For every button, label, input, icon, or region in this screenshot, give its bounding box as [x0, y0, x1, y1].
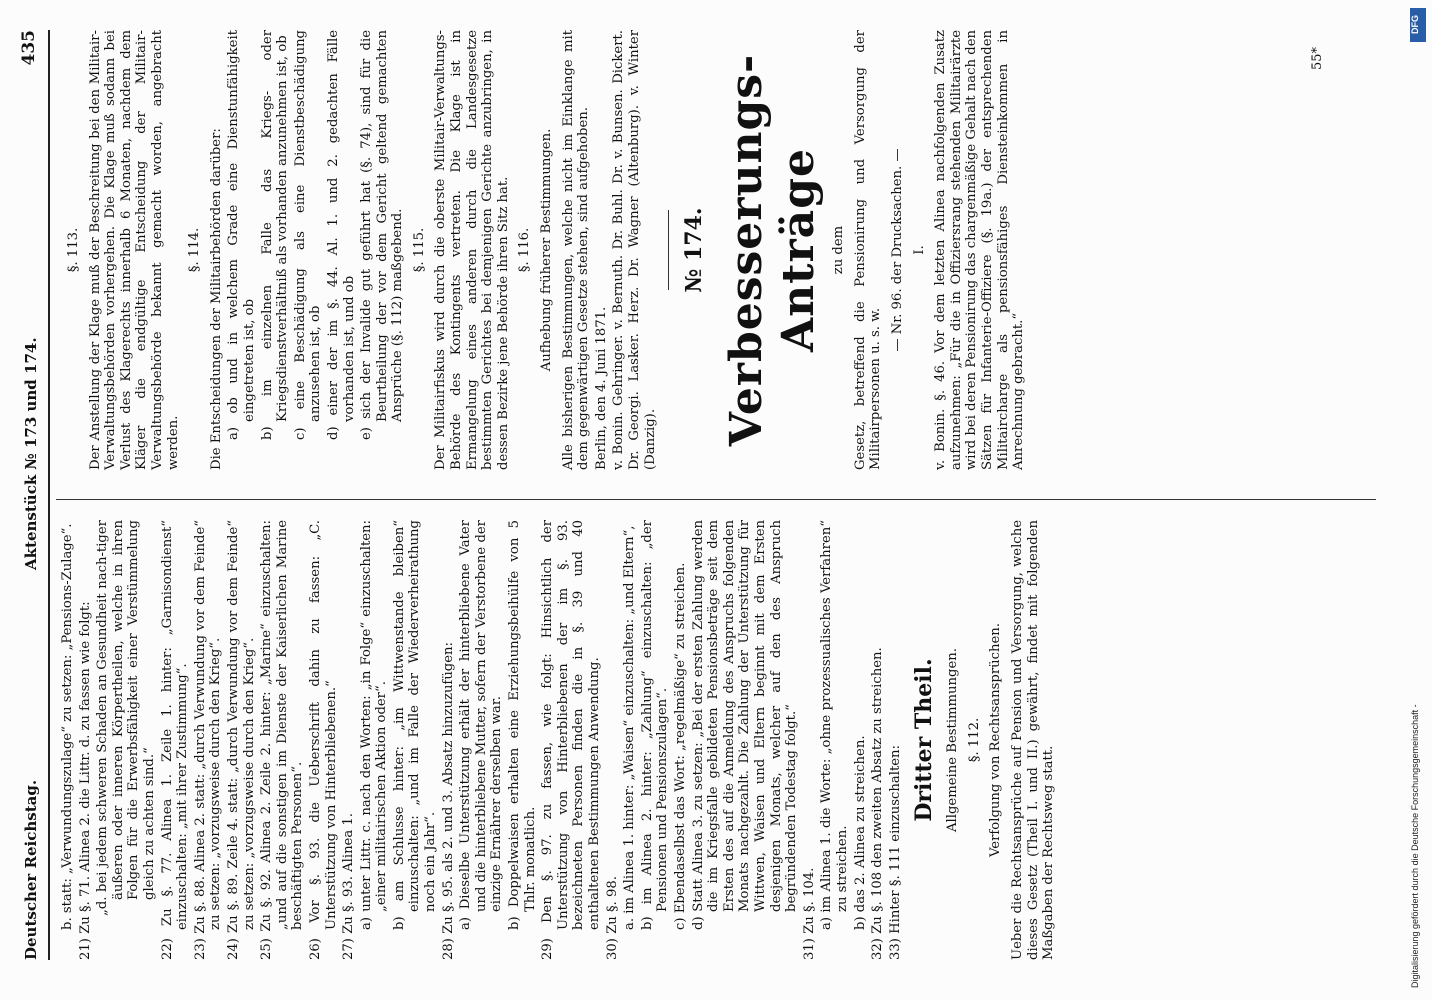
right-column-paragraph: §. 114.: [187, 227, 203, 273]
left-column: [60, 520, 1059, 960]
right-column-paragraph: a) ob und in welchem Grade eine Dienstunfähigkeit eingetreten ist, ob: [226, 30, 257, 440]
left-column-paragraph: b. statt: „Verwundungszulage“ zu setzen: „Pensions-Zulage“.: [60, 523, 75, 930]
header-center: Aktenstück № 173 und 174.: [22, 337, 40, 570]
left-column-paragraph: 29) Den §. 97. zu fassen, wie folgt: Hinsichtlich der Unterstützung von Hinterbliebenen der im §. 93. bezeichneten Personen finden die in §. 39 und 40 enthaltenen Bestimmungen Anwendung.: [540, 520, 602, 960]
left-column-paragraph: 30) Zu §. 98.: [604, 876, 620, 960]
left-column-paragraph: a) unter Littr. c. nach den Worten: „in Folge“ einzuschalten: „einer militairischen Aktion oder“.: [358, 520, 390, 930]
left-column-paragraph: b) am Schlusse hinter: „im Wittwenstande bleiben“ einzuschalten: „und im Falle der Wiederverheirathung noch ein Jahr“.: [391, 520, 439, 930]
right-column-paragraph: Berlin, den 4. Juni 1871.: [593, 306, 609, 470]
left-column-paragraph: 32) Zu §. 108 den zweiten Absatz zu streichen.: [870, 647, 886, 960]
left-column-paragraph: Allgemeine Bestimmungen.: [945, 648, 961, 832]
right-column-paragraph: e) sich der Invalide gut geführt hat (§. 74), sind für die Beurtheilung der vor dem Gericht geltend gemachten Ansprüche (§. 112) maßgebend.: [359, 30, 406, 440]
column-divider: [56, 499, 1376, 500]
left-column-paragraph: Dritter Theil.: [911, 658, 938, 822]
left-column-paragraph: 23) Zu §. 88. Alinea 2. statt: „durch Verwundung vor dem Feinde“ zu setzen: „vorzugsweise durch den Krieg“.: [192, 519, 224, 960]
left-column-paragraph: a. im Alinea 1. hinter: „Waisen“ einzuschalten: „und Eltern“,: [622, 525, 638, 930]
right-column-paragraph: d) einer der im §. 44. Al. 1. und 2. gedachten Fälle vorhanden ist, und ob: [325, 30, 357, 440]
left-column-paragraph: Verfolgung von Rechtsansprüchen.: [988, 623, 1004, 858]
stamp-text: Digitalisierung gefördert durch die Deutsche Forschungsgemeinschaft -: [1410, 704, 1420, 988]
left-column-paragraph: b) im Alinea 2. hinter: „Zahlung“ einzuschalten: „der Pensionen und Pensionszulagen“.: [639, 520, 671, 930]
left-column-paragraph: d) Statt Alinea 3. zu setzen: „Bei der ersten Zahlung werden die im Kriegsfalle gebildeten Pensionsbeträge seit dem Ersten des auf die Anmeldung des Anspruchs folgenden Monats nachgezahlt. Die Zahlung der Unterstützung für Wittwen, Waisen und Eltern beginnt mit dem Ersten desjenigen Monats, welcher auf den des Anspruch begründenden Todestag folgt.“: [690, 520, 800, 930]
right-column-paragraph: Verbesserungs-Anträge: [721, 53, 825, 447]
left-column-paragraph: 26) Vor §. 93. die Ueberschrift dahin zu fassen: „C. Unterstützung von Hinterbliebenen.“: [307, 520, 339, 960]
right-column-paragraph: Aufhebung früherer Bestimmungen.: [539, 128, 555, 372]
left-column-paragraph: 22) Zu §. 77. Alinea 1. Zeile 1. hinter: „Garnisondienst“ einzuschalten: „mit ihrer Zustimmung“.: [159, 520, 191, 960]
right-column-paragraph: Der Anstellung der Klage muß der Beschreitung bei den Militair-Verwaltungsbehörden vorhergehen. Die Klage muß sodann bei Verlust des Klagerechts innerhalb 6 Monaten, nachdem dem Kläger die endgültige Entscheidung der Militair-Verwaltungsbehörde bekannt gemacht worden, angebracht werden.: [87, 30, 181, 470]
left-column-paragraph: Ueber die Rechtsansprüche auf Pension und Versorgung, welche dieses Gesetz (Theil I. und II.) gewährt, findet mit folgenden Maßgaben der Rechtsweg statt.: [1010, 520, 1057, 960]
dfg-logo-icon: DFG: [1410, 8, 1426, 42]
left-column-paragraph: 31) Zu §. 104.: [801, 867, 817, 960]
left-column-paragraph: 25) Zu §. 92. Alinea 2. Zeile 2. hinter: „Marine“ einzuschalten: „und auf die sonstigen im Dienste der Kaiserlichen Marine beschäftigten Personen“.: [259, 520, 306, 960]
digitization-stamp: [1410, 8, 1426, 992]
right-column: [60, 30, 1029, 470]
left-column-paragraph: §. 112.: [966, 717, 982, 763]
right-column-paragraph: Die Entscheidungen der Militairbehörden darüber:: [208, 128, 224, 470]
right-column-paragraph: I.: [911, 245, 927, 255]
left-column-paragraph: b) das 2. Alinea zu streichen.: [852, 735, 868, 930]
page-header: [19, 30, 50, 960]
left-column-paragraph: b) Doppelwaisen erhalten eine Erziehungsbeihülfe von 5 Thlr. monatlich.: [507, 520, 538, 930]
right-column-paragraph: zu dem: [831, 225, 847, 275]
right-column-paragraph: [668, 210, 669, 290]
left-column-paragraph: 28) Zu §. 95. als 2. und 3. Absatz hinzuzufügen:: [440, 642, 456, 960]
left-column-paragraph: a) Dieselbe Unterstützung erhält der hinterbliebene Vater und die hinterbliebene Mutter, sofern der Verstorbene der einzige Ernährer derselben war.: [458, 520, 505, 930]
left-column-paragraph: 21) Zu §. 71. Alinea 2. die Littr. d. zu fassen wie folgt:: [77, 601, 93, 960]
right-column-paragraph: v. Bonin. Gehringer. v. Bernuth. Dr. Buhl. Dr. v. Bunsen. Dickert. Dr. Georgi. Lasker. Herz. Dr. Wagner (Altenburg). v. Winter (Danzig).: [611, 30, 658, 470]
header-left: Deutscher Reichstag.: [22, 779, 40, 960]
left-column-paragraph: „d. bei jedem schweren Schaden an Gesundheit nach-tiger äußeren oder inneren Körpertheilen, welche in ihren Folgen für die Erwerbsfähigkeit einer Verstümmelung gleich zu achten sind.“: [95, 520, 157, 916]
right-column-paragraph: Alle bisherigen Bestimmungen, welche nicht im Einklange mit dem gegenwärtigen Gesetze stehen, sind aufgehoben.: [560, 30, 592, 470]
left-column-paragraph: 24) Zu §. 89. Zeile 4. statt: „durch Verwundung vor dem Feinde“ zu setzen: „vorzugsweise durch den Krieg“.: [225, 520, 257, 960]
right-column-paragraph: Gesetz, betreffend die Pensionirung und Versorgung der Militairpersonen u. s. w.: [852, 30, 884, 470]
page-number: 435: [19, 30, 39, 66]
right-column-paragraph: §. 115.: [411, 227, 427, 273]
right-column-paragraph: v. Bonin. §. 46. Vor dem letzten Alinea nachfolgenden Zusatz aufzunehmen: „Für die in Offiziersrang stehenden Militairärzte wird bei deren Pensionirung das chargenmäßige Gehalt nach den Sätzen für Infanterie-Offiziere (§. 19a.) der entsprechenden Militaircharge als pensionsfähiges Diensteinkommen in Anrechnung gebracht.“: [933, 30, 1027, 470]
left-column-paragraph: a) im Alinea 1. die Worte: „ohne prozessualisches Verfahren“ zu streichen.: [819, 520, 850, 930]
right-column-paragraph: Der Militairfiskus wird durch die oberste Militair-Verwaltungs-Behörde des Kontingents vertreten. Die Klage ist in Ermangelung eines anderen durch die Landesgesetze bestimmten Gerichtes bei demjenigen Gerichte anzubringen, in dessen Bezirke jene Behörde ihren Sitz hat.: [433, 30, 511, 470]
right-column-paragraph: c) eine Beschädigung als eine Dienstbeschädigung anzusehen ist, ob: [292, 30, 324, 440]
right-column-paragraph: §. 113.: [66, 227, 81, 273]
left-column-paragraph: 27) Zu §. 93. Alinea 1.: [341, 812, 357, 960]
right-column-paragraph: §. 116.: [517, 227, 533, 273]
right-column-paragraph: — Nr. 96. der Drucksachen. —: [889, 148, 905, 352]
left-column-paragraph: 33) Hinter §. 111 einzuschalten:: [887, 745, 903, 960]
signature-mark: 55*: [1310, 46, 1325, 70]
left-column-paragraph: c) Ebendaselbst das Wort: „regelmäßige“ zu streichen.: [672, 562, 688, 930]
right-column-paragraph: b) im einzelnen Falle das Kriegs- oder Kriegsdienstverhältniß als vorhanden anzunehmen ist, ob: [259, 30, 291, 440]
right-column-paragraph: № 174.: [681, 207, 708, 293]
